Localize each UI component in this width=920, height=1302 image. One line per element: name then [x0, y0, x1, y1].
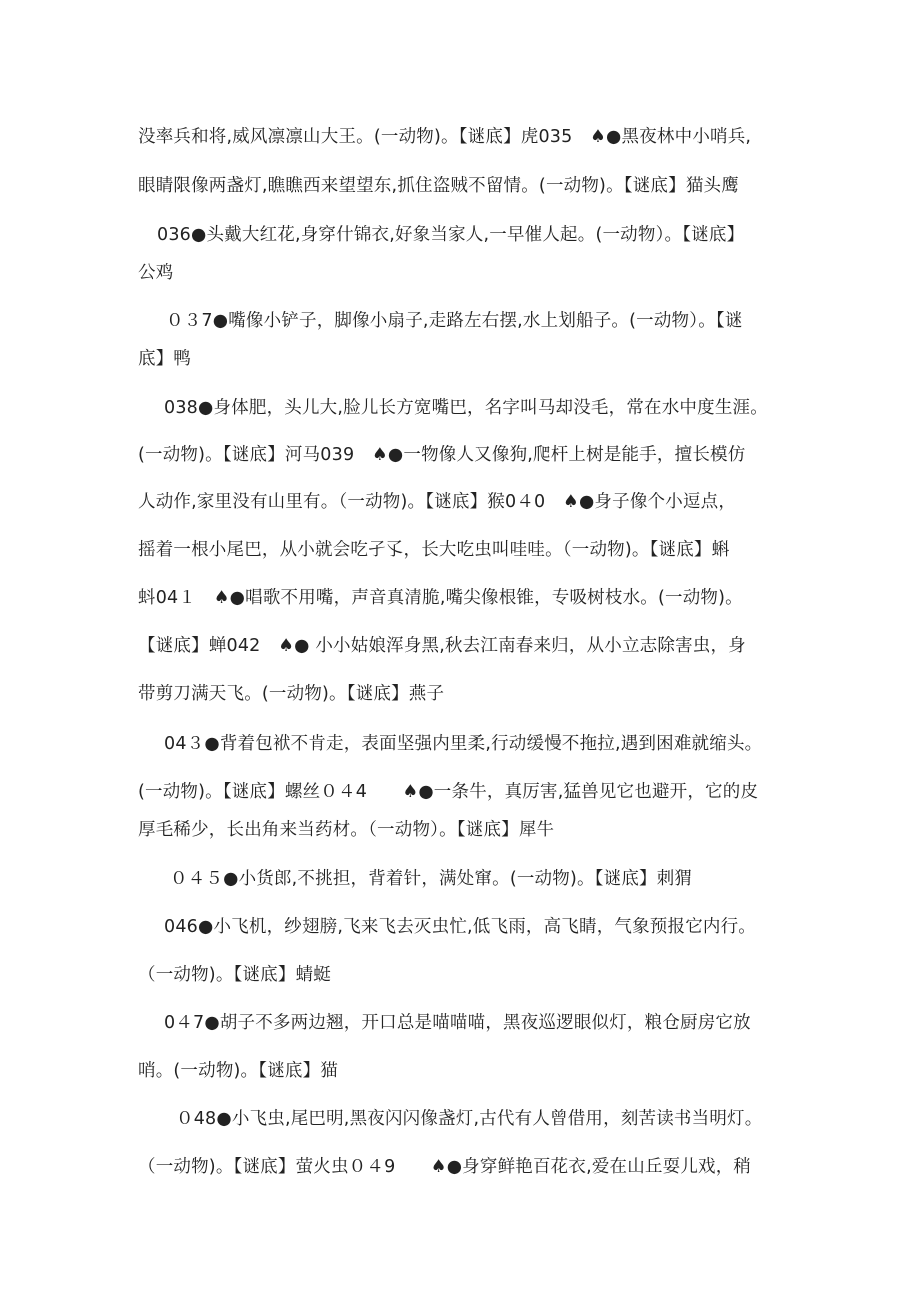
- text-line: 眼睛限像两盏灯,瞧瞧西来望望东,抓住盗贼不留情。(一动物)。【谜底】猫头鹰: [138, 176, 739, 196]
- text-line: (一动物)。【谜底】河马039 ♠●一物像人又像狗,爬杆上树是能手，擅长模仿: [138, 445, 746, 465]
- text-line: 蚪04１ ♠●唱歌不用嘴，声音真清脆,嘴尖像根锥，专吸树枝水。(一动物)。: [138, 588, 743, 608]
- text-line: (一动物)。【谜底】螺丝０４4 ♠●一条牛，真厉害,猛兽见它也避开，它的皮: [138, 782, 759, 802]
- text-line: （一动物)。【谜底】萤火虫０４9 ♠●身穿鲜艳百花衣,爱在山丘耍儿戏，稍: [138, 1157, 752, 1177]
- text-line: 厚毛稀少，长出角来当药材。（一动物）。【谜底】犀牛: [138, 820, 555, 840]
- text-line: ０３7●嘴像小铲子，脚像小扇子,走路左右摆,水上划船子。(一动物）。【谜: [166, 311, 743, 331]
- text-line: 0４7●胡子不多两边翘，开口总是喵喵喵，黑夜巡逻眼似灯，粮仓厨房它放: [164, 1013, 751, 1033]
- text-line: 04３●背着包袱不肯走，表面坚强内里柔,行动缓慢不拖拉,遇到困难就缩头。: [164, 734, 763, 754]
- text-line: 人动作,家里没有山里有。（一动物)。【谜底】猴0４0 ♠●身子像个小逗点，: [138, 492, 737, 512]
- text-line: 没率兵和将,威风凛凛山大王。(一动物)。【谜底】虎035 ♠●黑夜林中小哨兵,: [138, 127, 752, 147]
- text-line: 038●身体肥，头儿大,脸儿长方宽嘴巴，名字叫马却没毛，常在水中度生涯。: [164, 398, 768, 418]
- text-line: 底】鸭: [138, 349, 192, 369]
- text-line: 带剪刀满天飞。(一动物)。【谜底】燕子: [138, 684, 445, 704]
- text-line: 【谜底】蝉042 ♠● 小小姑娘浑身黑,秋去江南春来归，从小立志除害虫，身: [138, 636, 746, 656]
- text-line: 046●小飞机，纱翅膀,飞来飞去灭虫忙,低飞雨，高飞睛，气象预报它内行。: [164, 917, 756, 937]
- text-line: ０48●小飞虫,尾巴明,黑夜闪闪像盏灯,古代有人曾借用，刻苦读书当明灯。: [176, 1109, 763, 1129]
- text-line: 公鸡: [138, 263, 174, 283]
- text-line: ０４５●小货郎,不挑担，背着针，满处窜。(一动物)。【谜底】刺猬: [170, 869, 693, 889]
- text-line: 036●头戴大红花,身穿什锦衣,好象当家人,一早催人起。(一动物）。【谜底】: [157, 225, 745, 245]
- text-line: 哨。(一动物)。【谜底】猫: [138, 1061, 339, 1081]
- text-line: 摇着一根小尾巴，从小就会吃孑孓，长大吃虫叫哇哇。（一动物)。【谜底】蝌: [138, 540, 730, 560]
- text-line: （一动物)。【谜底】蜻蜓: [138, 965, 331, 985]
